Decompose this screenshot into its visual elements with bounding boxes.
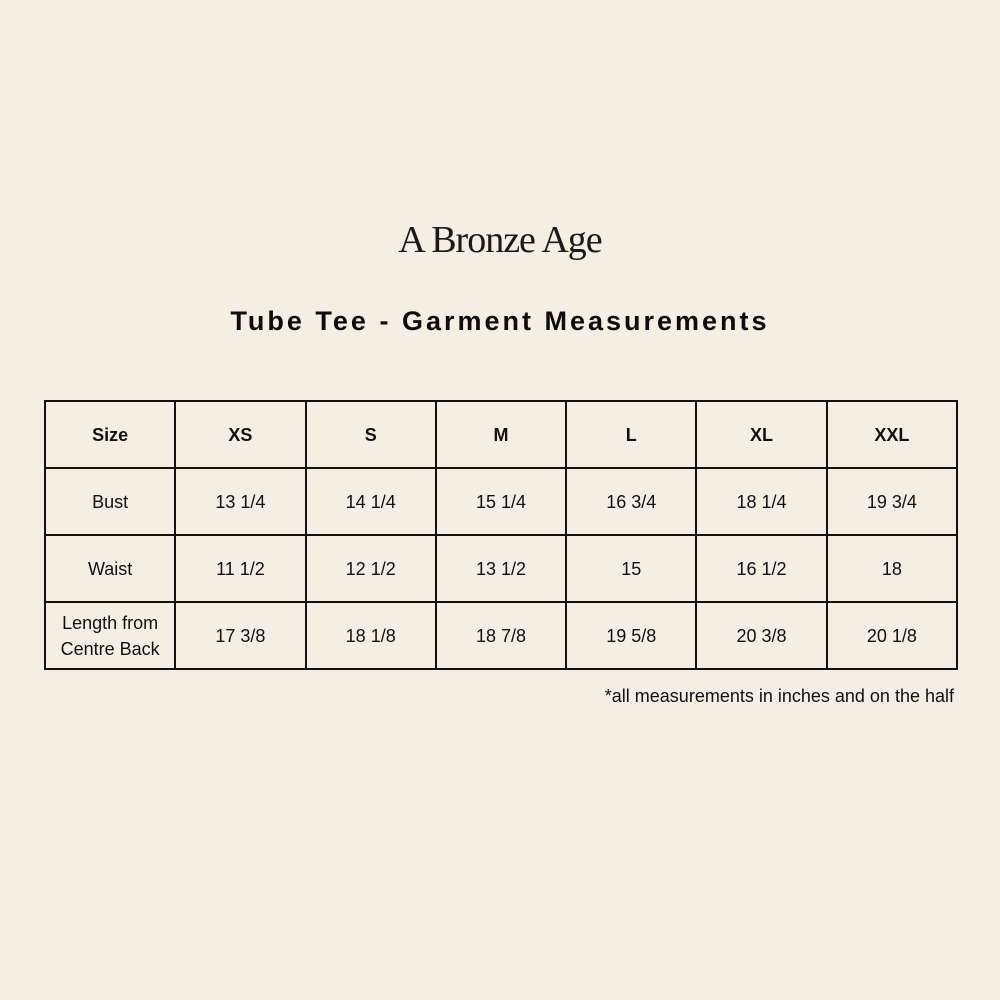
table-cell: 15 [566,535,696,602]
header-cell-s: S [306,401,436,468]
header-cell-xl: XL [696,401,826,468]
table-cell: 18 [827,535,957,602]
footnote: *all measurements in inches and on the half [604,686,954,706]
table-cell: 16 3/4 [566,468,696,535]
header-cell-size: Size [45,401,175,468]
table-cell: 16 1/2 [696,535,826,602]
table-row [45,602,957,669]
table-cell: 13 1/2 [436,535,566,602]
table-cell: 12 1/2 [306,535,436,602]
table-cell: 20 1/8 [827,602,957,669]
table-cell: 20 3/8 [696,602,826,669]
table-cell: 11 1/2 [175,535,305,602]
page-title: Tube Tee - Garment Measurements [230,306,770,336]
header-cell-xs: XS [175,401,305,468]
row-label-length: Length from Centre Back [45,602,175,669]
brand-logo: A Bronze Age [398,219,602,261]
table-cell: 15 1/4 [436,468,566,535]
table-cell: 19 5/8 [566,602,696,669]
row-label-bust: Bust [45,468,175,535]
table-cell: 18 1/4 [696,468,826,535]
table-row [45,468,957,535]
size-chart-table [44,400,958,670]
table-cell: 13 1/4 [175,468,305,535]
table-cell: 18 7/8 [436,602,566,669]
table-cell: 19 3/4 [827,468,957,535]
row-label-waist: Waist [45,535,175,602]
table-cell: 18 1/8 [306,602,436,669]
table-cell: 14 1/4 [306,468,436,535]
header-cell-xxl: XXL [827,401,957,468]
table-cell: 17 3/8 [175,602,305,669]
header-cell-m: M [436,401,566,468]
table-header-row [45,401,957,468]
table-row [45,535,957,602]
header-cell-l: L [566,401,696,468]
